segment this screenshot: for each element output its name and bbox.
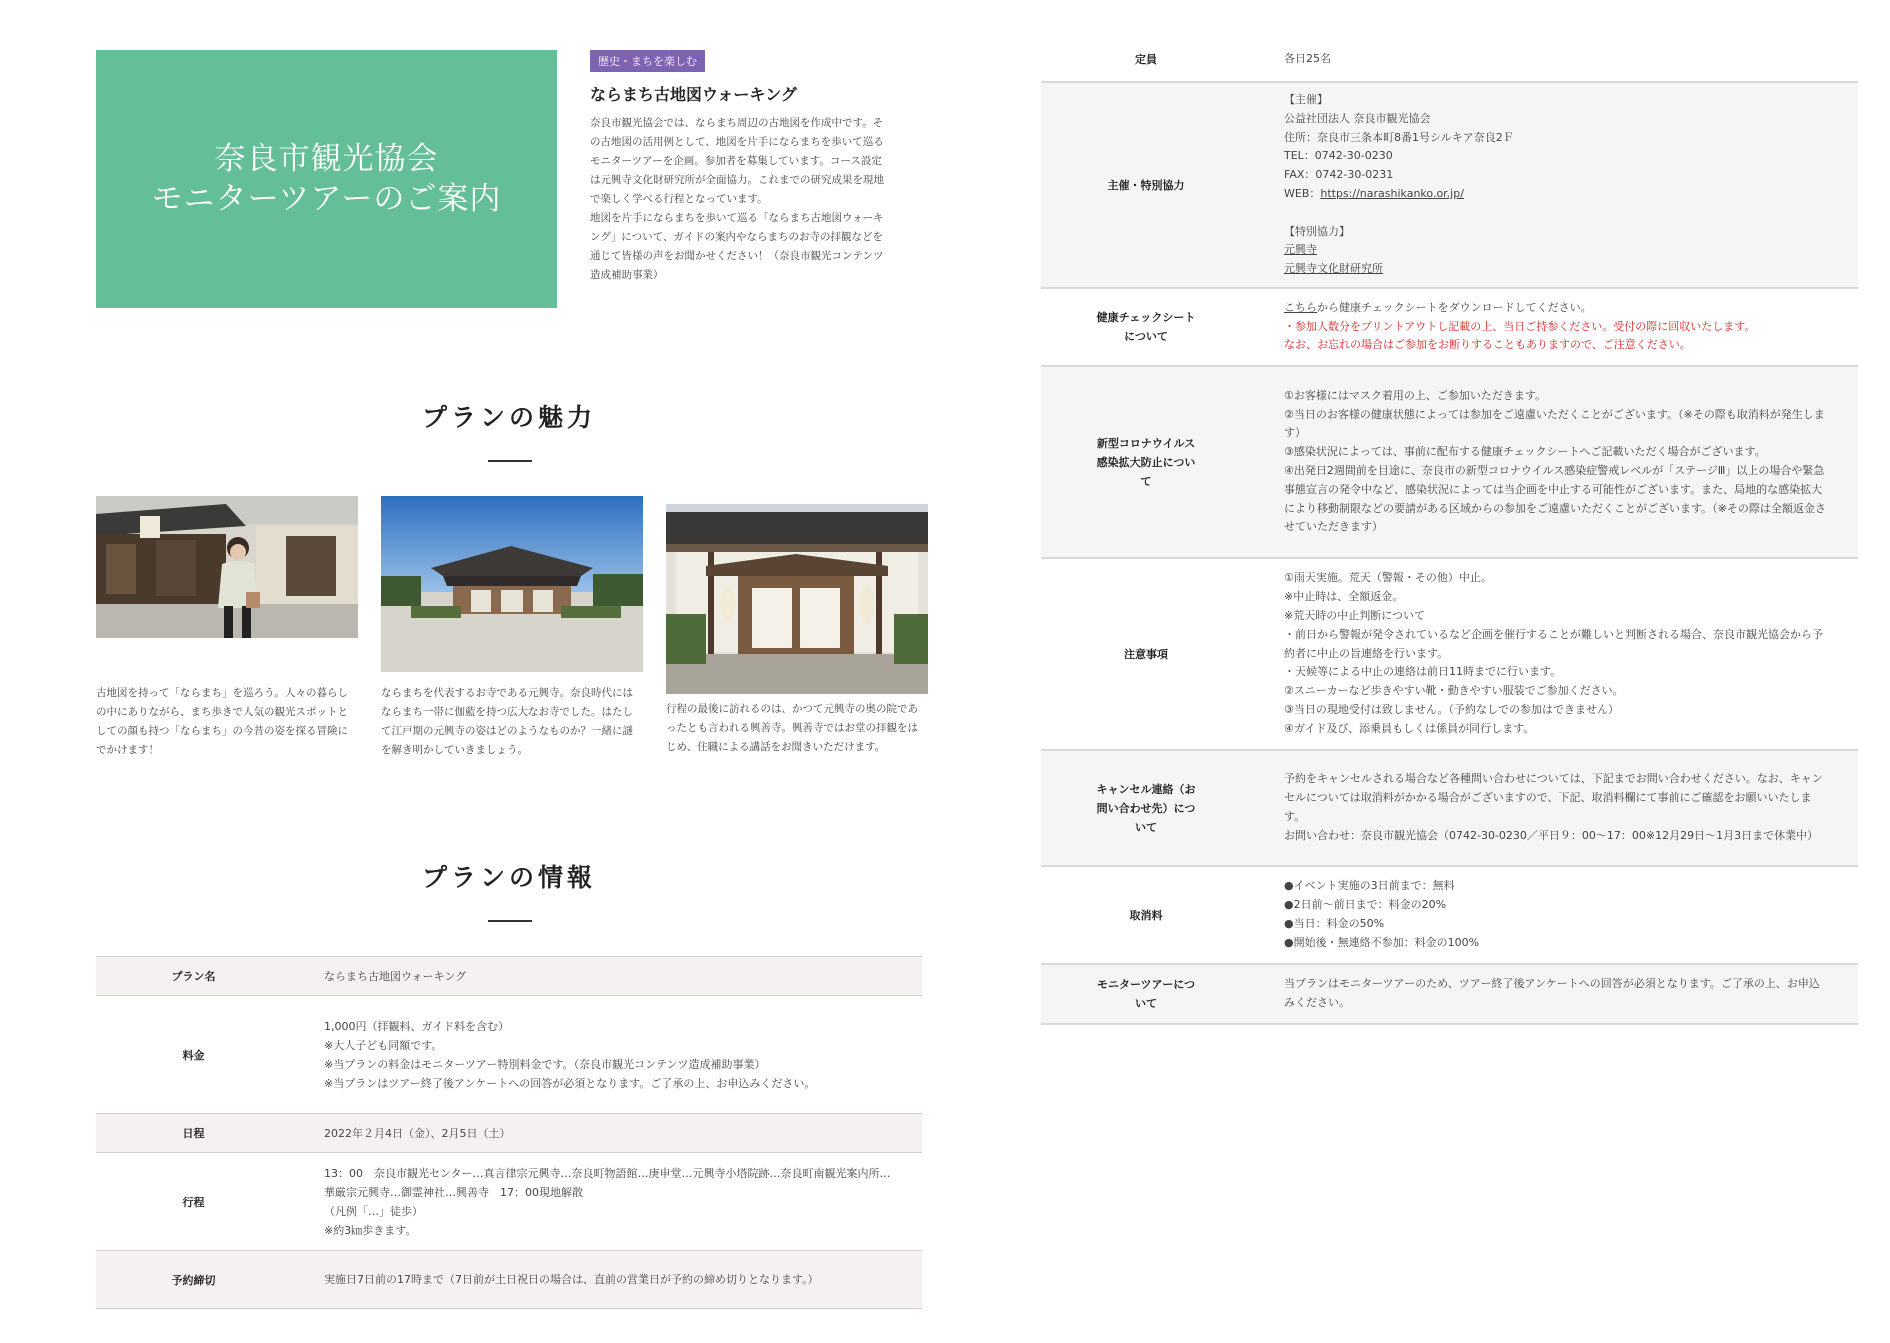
row-value-monitor: 当プランはモニターツアーのため、ツアー終了後アンケートへの回答が必須となります。ご了承の上、お申込みください。 <box>1284 977 1820 1009</box>
label-line: について <box>1124 330 1168 343</box>
table-row <box>1041 366 1858 558</box>
row-label-capacity: 定員 <box>1135 53 1157 66</box>
value-line: TEL：0742-30-0230 <box>1284 149 1393 163</box>
table-row <box>96 996 922 1114</box>
value-line: ・天候等による中止の連絡は前日11時までに行います。 <box>1284 665 1562 679</box>
row-label-cancel-fee: 取消料 <box>1129 908 1163 922</box>
charm-section-title: プランの魅力 <box>421 403 596 432</box>
row-label-health-check <box>1041 288 1251 366</box>
row-value-fee <box>291 996 922 1114</box>
value-line: 予約をキャンセルされる場合など各種問い合わせについては、下記までお問い合わせください。なお、キャンセルについては取消料がかかる場合がございますので、下記、取消料欄にて事前にご確認をお願いいたします。 <box>1284 772 1823 823</box>
row-value-deadline <box>291 1251 922 1309</box>
value-line: ④出発日2週間前を目途に、奈良市の新型コロナウイルス感染症警戒レベルが「ステージⅢ」以上の場合や緊急事態宣言の発令中など、感染状況によっては当企画を中止する可能性がございます。また、局地的な感染拡大により移動制限などの要請がある区域からの参加をご遠慮いただくことがございます。（※その際は全額返金させていただきます） <box>1284 464 1826 534</box>
intro-paragraph: 奈良市観光協会では、ならまち周辺の古地図を作成中です。その古地図の活用例として、地図を片手にならまちを歩いて巡るモニターツアーを企画。参加者を募集しています。コース設定は元興寺文化財研究所が全面協力。これまでの研究成果を現地で楽しく学べる行程となっています。 <box>590 117 884 205</box>
value-line: ならまち古地図ウォーキング <box>324 969 467 983</box>
value-line: お問い合わせ：奈良市観光協会（0742-30-0230／平日９：00～17：00※12月29日～1月3日まで休業中） <box>1284 828 1819 842</box>
info-section-title: プランの情報 <box>421 863 596 892</box>
row-label-schedule: 日程 <box>182 1127 205 1140</box>
row-value-cancel-contact <box>1251 750 1858 866</box>
label-line: 新型コロナウイルス <box>1096 436 1196 450</box>
blank-line <box>1284 204 1828 223</box>
row-label-plan-name: プラン名 <box>171 970 216 983</box>
value-line: 【特別協力】 <box>1284 224 1350 238</box>
hero-title-line1: 奈良市観光協会 <box>214 141 439 177</box>
label-line: 健康チェックシート <box>1096 311 1196 324</box>
plan-info-table <box>96 956 922 1309</box>
gangoji-link[interactable]: 元興寺 <box>1284 243 1317 257</box>
row-value-itinerary <box>291 1153 922 1251</box>
row-value-covid <box>1251 366 1858 558</box>
value-line: ・前日から警報が発令されているなど企画を催行することが難しいと判断される場合、奈良市観光協会から予約者に中止の旨連絡を行います。 <box>1284 627 1823 660</box>
hero-banner <box>96 50 557 308</box>
label-line: て <box>1140 474 1152 488</box>
value-line: ③感染状況によっては、事前に配布する健康チェックシートへご記載いただく場合がございます。 <box>1284 445 1766 459</box>
value-line: ④ガイド及び、添乗員もしくは係員が同行します。 <box>1284 721 1535 735</box>
intro-text <box>590 114 890 285</box>
table-row <box>1041 750 1858 866</box>
photo-caption: 行程の最後に訪れるのは、かつて元興寺の奥の院であったとも言われる興善寺。興善寺ではお堂の拝観をはじめ、住職による講話をお聞きいただけます。 <box>666 703 918 753</box>
row-label-cancel-contact <box>1041 750 1251 866</box>
table-row <box>1041 38 1858 82</box>
value-line: ※大人子ども同額です。 <box>324 1038 443 1052</box>
gangoji-temple-photo <box>381 496 643 672</box>
photo-caption: ならまちを代表するお寺である元興寺。奈良時代にはならまち一帯に伽藍を持つ広大なお寺でした。はたして江戸期の元興寺の姿はどのようなものか？一緒に謎を解き明かしていきましょう。 <box>381 687 633 756</box>
value-line: ●2日前～前日まで：料金の20% <box>1284 898 1447 912</box>
value-line <box>1284 299 1828 318</box>
photo-caption: 古地図を持って「ならまち」を巡ろう。人々の暮らしの中にありながら、まち歩きで人気の観光スポットとしての顔も持つ「ならまち」の今昔の姿を探る冒険にでかけます！ <box>96 687 348 756</box>
table-row <box>1041 558 1858 750</box>
value-line: 13：00 奈良市観光センター…真言律宗元興寺…奈良町物語館…庚申堂…元興寺小塔院跡…奈良町南観光案内所…華厳宗元興寺…御霊神社…興善寺 17：00現地解散 <box>324 1166 891 1199</box>
value-line: 【主催】 <box>1284 93 1328 107</box>
label-line: モニターツアーにつ <box>1096 978 1195 991</box>
value-line: ①雨天実施。荒天（警報・その他）中止。 <box>1284 571 1492 585</box>
plan-detail-table <box>1041 38 1858 1025</box>
table-row <box>1041 964 1858 1024</box>
label-line: 問い合わせ先）につ <box>1096 801 1196 815</box>
row-value-capacity: 各日25名 <box>1284 52 1331 66</box>
value-line: 1,000円（拝観料、ガイド料を含む） <box>324 1019 510 1033</box>
table-row <box>1041 866 1858 964</box>
table-row <box>96 1114 922 1153</box>
value-line: ※荒天時の中止判断について <box>1284 609 1425 622</box>
value-line: ※中止時は、全額返金。 <box>1284 590 1404 604</box>
value-line: ●イベント実施の3日前まで：無料 <box>1284 879 1455 893</box>
web-label: WEB： <box>1284 187 1321 200</box>
woman-in-naramachi-street-photo <box>96 496 358 638</box>
value-line: 公益社団法人 奈良市観光協会 <box>1284 111 1431 125</box>
value-line: ※当プランの料金はモニターツアー特別料金です。（奈良市観光コンテンツ造成補助事業） <box>324 1057 766 1071</box>
table-row <box>1041 82 1858 288</box>
info-title-divider <box>488 920 532 922</box>
warning-line: ・参加人数分をプリントアウトし記載の上、当日ご持参ください。受付の際に回収いたします。 <box>1284 319 1756 333</box>
hero-title-line2: モニターツアーのご案内 <box>151 181 502 217</box>
value-line: FAX：0742-30-0231 <box>1284 168 1394 182</box>
row-value-health-check <box>1251 288 1858 366</box>
value-line: ②スニーカーなど歩きやすい靴・動きやすい服装でご参加ください。 <box>1284 684 1624 698</box>
table-row <box>96 1251 922 1309</box>
category-tag[interactable]: 歴史・まちを楽しむ <box>590 50 705 72</box>
health-sheet-download-link[interactable]: こちら <box>1284 300 1317 314</box>
row-label-itinerary: 行程 <box>182 1195 205 1209</box>
health-sheet-text: から健康チェックシートをダウンロードしてください。 <box>1317 300 1592 314</box>
row-value-plan-name <box>291 957 922 996</box>
warning-line: なお、お忘れの場合はご参加をお断りすることもありますので、ご注意ください。 <box>1284 338 1691 352</box>
value-line: ※約3㎞歩きます。 <box>324 1223 417 1237</box>
row-value-cancel-fee <box>1251 866 1858 964</box>
kozenji-temple-gate-photo <box>666 504 928 694</box>
value-line: ※当プランはツアー終了後アンケートへの回答が必須となります。ご了承の上、お申込みください。 <box>324 1076 816 1090</box>
row-label-notes: 注意事項 <box>1124 647 1168 661</box>
row-label-organizer: 主催・特別協力 <box>1107 178 1185 192</box>
row-label-fee: 料金 <box>182 1048 205 1062</box>
label-line: いて <box>1135 997 1157 1010</box>
tour-title: ならまち古地図ウォーキング <box>590 85 797 104</box>
value-line: 2022年２月4日（金）、2月5日（土） <box>324 1126 511 1140</box>
row-label-monitor <box>1041 964 1251 1024</box>
label-line: キャンセル連絡（お <box>1096 782 1196 796</box>
row-value-notes <box>1251 558 1858 750</box>
row-label-deadline: 予約締切 <box>171 1273 216 1287</box>
value-line: （凡例「…」徒歩） <box>324 1204 423 1218</box>
value-line: 住所：奈良市三条本町8番1号シルキア奈良2Ｆ <box>1284 130 1514 144</box>
value-line: 実施日7日前の17時まで（7日前が土日祝日の場合は、直前の営業日が予約の締め切りとなります。） <box>324 1273 819 1286</box>
label-line: 感染拡大防止につい <box>1096 455 1196 469</box>
charm-title-divider <box>488 460 532 462</box>
value-line: ②当日のお客様の健康状態によっては参加をご遠慮いただくことがございます。（※その際も取消料が発生します） <box>1284 407 1825 440</box>
value-line <box>1284 185 1828 204</box>
value-line: ③当日の現地受付は致しません。（予約なしでの参加はできません） <box>1284 702 1620 716</box>
gangoji-institute-link[interactable]: 元興寺文化財研究所 <box>1284 262 1383 276</box>
value-line: ①お客様にはマスク着用の上、ご参加いただきます。 <box>1284 388 1546 402</box>
value-line: ●当日：料金の50% <box>1284 917 1385 930</box>
website-link[interactable]: https://narashikanko.or.jp/ <box>1320 187 1464 200</box>
label-line: いて <box>1135 820 1157 834</box>
table-row <box>1041 288 1858 366</box>
row-value-schedule <box>291 1114 922 1153</box>
table-row <box>96 1153 922 1251</box>
intro-paragraph: 地図を片手にならまちを歩いて巡る「ならまち古地図ウォーキング」について、ガイドの案内やならまちのお寺の拝観などを通じて皆様の声をお聞かせください！（奈良市観光コンテンツ造成補助事業） <box>590 212 884 281</box>
row-label-covid <box>1041 366 1251 558</box>
row-value-organizer <box>1251 82 1858 288</box>
value-line: ●開始後・無連絡不参加：料金の100% <box>1284 935 1480 949</box>
table-row <box>96 957 922 996</box>
